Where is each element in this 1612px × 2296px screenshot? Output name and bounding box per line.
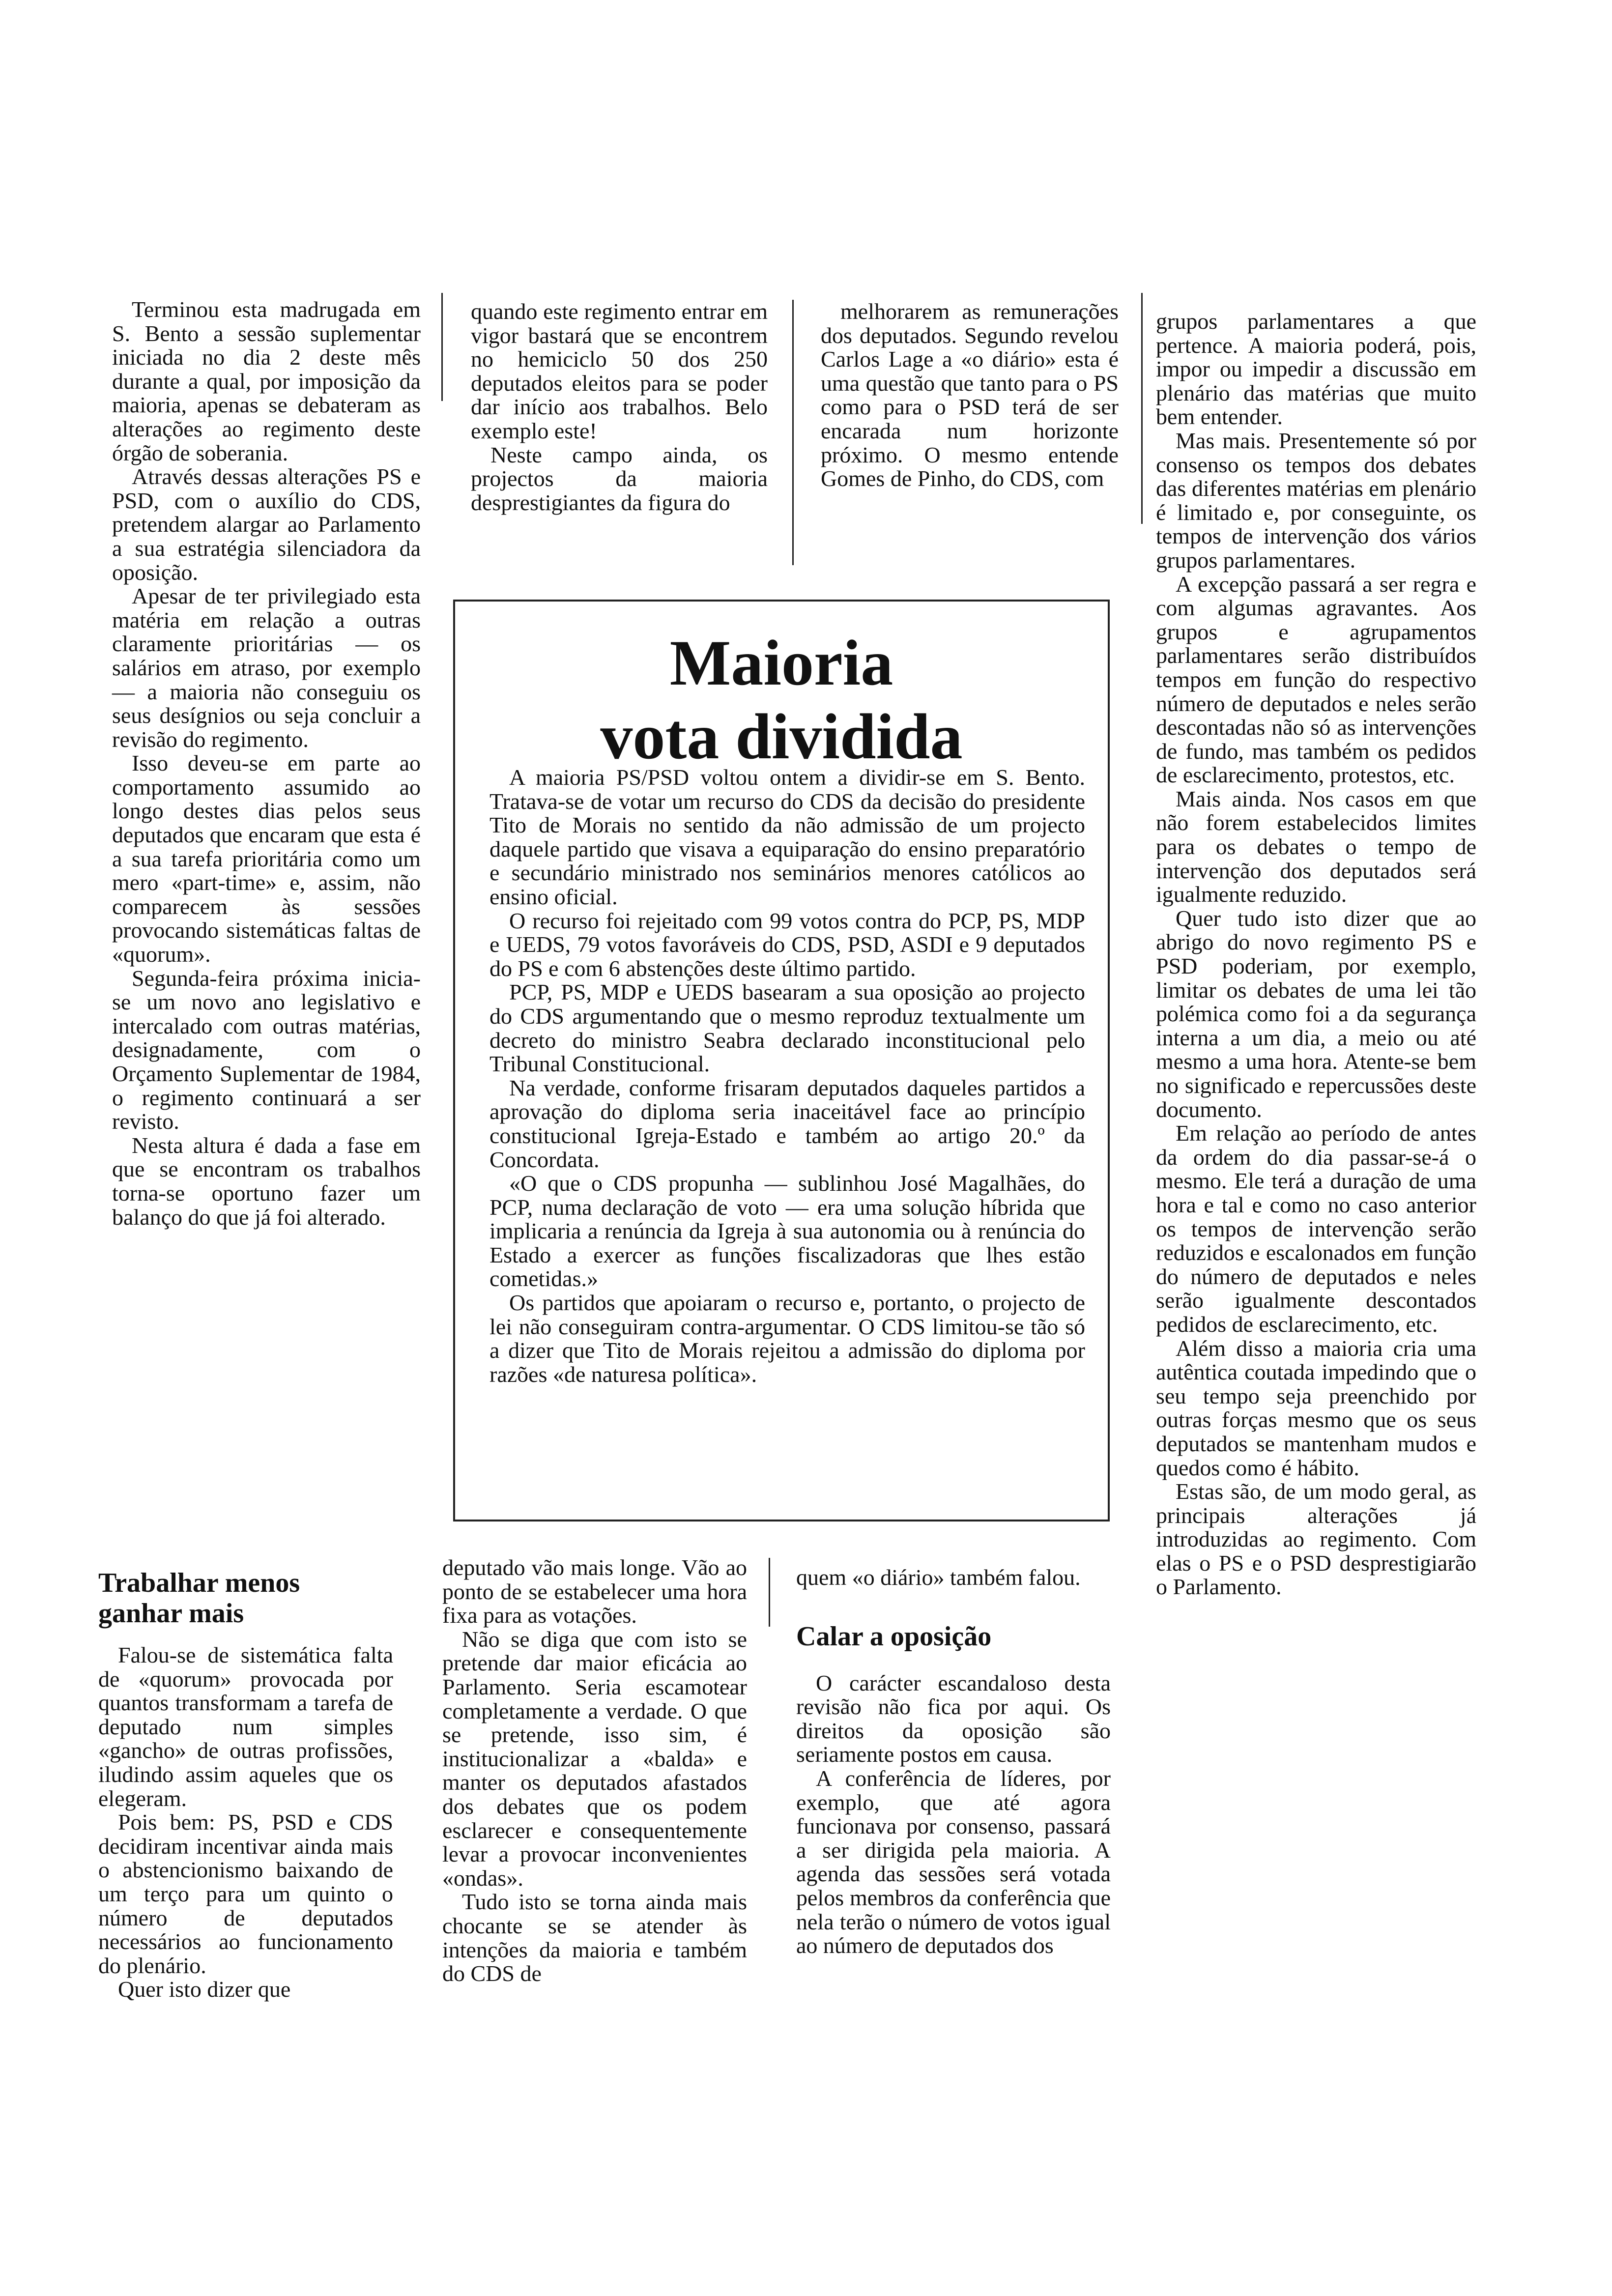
column-3-bottom [796,1566,1111,1958]
subheading: Calar a oposição [796,1621,992,1652]
paragraph: O recurso foi rejeitado com 99 votos contra do PCP, PS, MDP e UEDS, 79 votos favoráveis do CDS, PSD, ASDI e 9 deputados do PS e com 6 abstenções deste último partido. [489,908,1085,981]
paragraph: Pois bem: PS, PSD e CDS decidiram incentivar ainda mais o abstencionismo baixando de um terço para um quinto o número de deputados necessários ao funcionamento do plenário. [98,1809,393,1978]
paragraph: O carácter escandaloso desta revisão não fica por aqui. Os direitos da oposição são seriamente postos em causa. [796,1670,1111,1767]
paragraph: Neste campo ainda, os projectos da maioria desprestigiantes da figura do [471,442,768,515]
box-body [489,766,1085,1386]
paragraph: A excepção passará a ser regra e com algumas agravantes. Aos grupos e agrupamentos parlamentares serão distribuídos tempos em função do respectivo número de deputados e neles serão descontadas não só as intervenções de fundo, mas também os pedidos de esclarecimento, protestos, etc. [1156,571,1476,788]
boxed-story [453,600,1110,1521]
paragraph: Tudo isto se torna ainda mais chocante se se atender às intenções da maioria e também do CDS de [442,1889,747,1986]
paragraph: Mais ainda. Nos casos em que não forem estabelecidos limites para os debates o tempo de intervenção dos deputados será igualmente reduzido. [1156,786,1476,907]
paragraph: Falou-se de sistemática falta de «quorum» provocada por quantos transformam a tarefa de deputado num simples «gancho» de outras profissões, iludindo assim aqueles que os elegeram. [98,1642,393,1811]
column-2-top [471,300,768,515]
paragraph: Em relação ao período de antes da ordem do dia passar-se-á o mesmo. Ele terá a duração de uma hora e tal e como no caso anterior os tempos de intervenção serão reduzidos e escalonados em função do número de deputados e neles serão igualmente descontados pedidos de esclarecimento, etc. [1156,1120,1476,1337]
column-2-bottom [442,1556,747,1986]
paragraph: «O que o CDS propunha — sublinhou José Magalhães, do PCP, numa declaração de voto — era uma solução híbrida que implicaria a renúncia da Igreja à sua autonomia ou à renúncia do Estado a exercer as funções fiscalizadoras que lhes estão cometidas.» [489,1171,1085,1292]
paragraph: Apesar de ter privilegiado esta matéria em relação a outras claramente prioritárias — os salários em atraso, por exemplo — a maioria não conseguiu os seus desígnios ou seja concluir a revisão do regimento. [112,583,421,752]
paragraph: Não se diga que com isto se pretende dar maior eficácia ao Parlamento. Seria escamotear completamente a verdade. O que se pretende, isso sim, é institucionalizar a «balda» e manter os deputados afastados dos debates que os podem esclarecer e consequentemente levar a provocar inconvenientes «ondas». [442,1626,747,1891]
paragraph: Através dessas alterações PS e PSD, com o auxílio do CDS, pretendem alargar ao Parlamento a sua estratégia silenciadora da oposição. [112,464,421,585]
paragraph: Quer tudo isto dizer que ao abrigo do novo regimento PS e PSD poderiam, por exemplo, limitar os debates de uma lei tão polémica como foi a da segurança interna a um dia, a meio ou até mesmo a uma hora. Atente-se bem no significado e repercussões deste documento. [1156,905,1476,1122]
column-1-bottom [98,1568,393,2002]
column-1-top [112,298,421,1229]
paragraph: Estas são, de um modo geral, as principais alterações já introduzidas ao regimento. Com elas o PS e o PSD desprestigiarão o Parlamento. [1156,1479,1476,1600]
paragraph: deputado vão mais longe. Vão ao ponto de se estabelecer uma hora fixa para as votações. [442,1555,747,1628]
paragraph: PCP, PS, MDP e UEDS basearam a sua oposição ao projecto do CDS argumentando que o mesmo reproduz textualmente um decreto do ministro Seabra declarado inconstitucional pelo Tribunal Constitucional. [489,979,1085,1077]
paragraph: A conferência de líderes, por exemplo, que até agora funcionava por consenso, passará a ser dirigida pela maioria. A agenda das sessões será votada pelos membros da conferência que nela terão o número de votos igual ao número de deputados dos [796,1765,1111,1958]
paragraph: Quer isto dizer que [118,1977,291,2002]
column-divider [769,1558,770,1627]
paragraph: grupos parlamentares a que pertence. A maioria poderá, pois, impor ou impedir a discussão em plenário das matérias que muito bem entender. [1156,309,1476,430]
paragraph: Mas mais. Presentemente só por consenso os tempos dos debates das diferentes matérias em plenário é limitado e, por conseguinte, os tempos de intervenção dos vários grupos parlamentares. [1156,428,1476,573]
subheading: Trabalhar menos ganhar mais [98,1568,300,1629]
box-headline: Maioria vota dividida [600,627,963,773]
paragraph: Nesta altura é dada a fase em que se encontram os trabalhos torna-se oportuno fazer um balanço do que já foi alterado. [112,1132,421,1230]
column-divider [1141,293,1143,524]
paragraph: Segunda-feira próxima inicia-se um novo ano legislativo e intercalado com outras matérias, designadamente, com o Orçamento Suplementar de 1984, o regimento continuará a ser revisto. [112,965,421,1134]
paragraph: quando este regimento entrar em vigor bastará que se encontrem no hemiciclo 50 dos 250 deputados eleitos para se poder dar início aos trabalhos. Belo exemplo este! [471,299,768,443]
column-4 [1156,310,1476,1599]
paragraph: Na verdade, conforme frisaram deputados daqueles partidos a aprovação do diploma seria inaceitável face ao princípio constitucional Igreja-Estado e também ao artigo 20.º da Concordata. [489,1075,1085,1172]
paragraph: Terminou esta madrugada em S. Bento a sessão suplementar iniciada no dia 2 deste mês durante a qual, por imposição da maioria, apenas se debateram as alterações ao regimento deste órgão de soberania. [112,297,421,465]
column-divider [441,293,443,401]
paragraph: Isso deveu-se em parte ao comportamento assumido ao longo destes dias pelos seus deputados que encaram que esta é a sua tarefa prioritária como um mero «part-time» e, assim, não comparecem às sessões provocando sistemáticas faltas de «quorum». [112,750,421,967]
paragraph: Os partidos que apoiaram o recurso e, portanto, o projecto de lei não conseguiram contra-argumentar. O CDS limitou-se tão só a dizer que Tito de Morais rejeitou a admissão do diploma por razões «de naturesa política». [489,1290,1085,1387]
column-divider [792,300,794,565]
column-3-top [821,300,1119,491]
paragraph: melhorarem as remunerações dos deputados. Segundo revelou Carlos Lage a «o diário» esta é uma questão que tanto para o PS como para o PSD terá de ser encarada num horizonte próximo. O mesmo entende Gomes de Pinho, do CDS, com [821,299,1119,491]
paragraph: Além disso a maioria cria uma autêntica coutada impedindo que o seu tempo seja preenchido por outras forças mesmo que os seus deputados se mantenham mudos e quedos como é hábito. [1156,1335,1476,1480]
paragraph: A maioria PS/PSD voltou ontem a dividir-se em S. Bento. Tratava-se de votar um recurso do CDS da decisão do presidente Tito de Morais no sentido da não admissão de um projecto daquele partido que visava a equiparação do ensino preparatório e secundário ministrado nos seminários menores católicos ao ensino oficial. [489,765,1085,909]
paragraph: quem «o diário» também falou. [796,1565,1081,1590]
